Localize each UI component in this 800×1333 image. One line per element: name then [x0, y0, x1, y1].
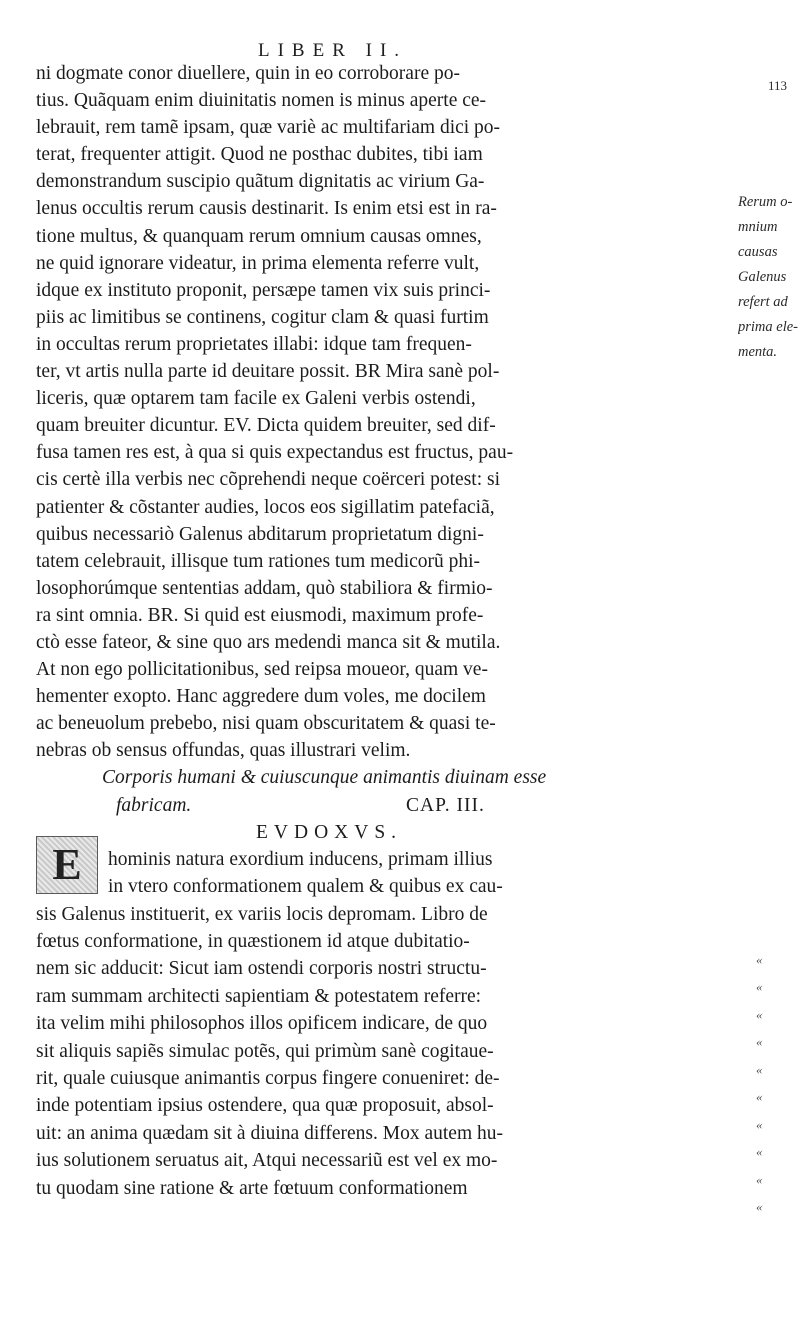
quotation-mark: «: [756, 952, 763, 967]
text-line: At non ego pollicitationibus, sed reipsa moueor, quam ve-: [36, 659, 488, 681]
decorated-initial: E: [36, 836, 98, 894]
marginal-note: [738, 190, 798, 365]
speaker-heading: EVDOXVS.: [256, 821, 403, 843]
quotation-mark: «: [756, 1172, 763, 1187]
text-line: ter, vt artis nulla parte id deuitare possit. BR Mira sanè pol-: [36, 361, 500, 383]
text-line: tius. Quãquam enim diuinitatis nomen is minus aperte ce-: [36, 90, 487, 112]
text-line: patienter & cõstanter audies, locos eos sigillatim patefaciã,: [36, 496, 495, 518]
text-line: ni dogmate conor diuellere, quin in eo corroborare po-: [36, 63, 460, 84]
text-line: in occultas rerum proprietates illabi: idque tam frequen-: [36, 333, 472, 355]
text-line: tatem celebrauit, illisque tum rationes tum medicorũ phi-: [36, 550, 481, 572]
text-line: nebras ob sensus offundas, quas illustrari velim.: [36, 740, 411, 762]
quotation-mark: «: [756, 1199, 763, 1214]
section-line: inde potentiam ipsius ostendere, qua quæ proposuit, absol-: [36, 1095, 494, 1117]
text-line: quam breuiter dicuntur. EV. Dicta quidem breuiter, sed dif-: [36, 415, 496, 437]
chapter-label: CAP. III.: [406, 794, 485, 816]
quotation-mark: «: [756, 1117, 763, 1132]
quotation-mark: «: [756, 1034, 763, 1049]
main-text-column: [36, 60, 736, 1202]
marginal-note-line: menta.: [738, 344, 778, 360]
marginal-note-line: mnium: [738, 219, 778, 235]
text-line: fusa tamen res est, à qua si quis expectandus est fructus, pau-: [36, 442, 514, 464]
marginal-note-line: Galenus: [738, 269, 787, 285]
text-line: lebrauit, rem tamẽ ipsam, quæ variè ac multifariam dici po-: [36, 117, 501, 139]
section-line: ita velim mihi philosophos illos opificem indicare, de quo: [36, 1013, 488, 1035]
text-line: liceris, quæ optarem tam facile ex Galeni verbis ostendi,: [36, 388, 476, 410]
marginal-note-line: causas: [738, 244, 778, 260]
section-line: in vtero conformationem qualem & quibus ex cau-: [108, 876, 503, 898]
chapter-title-continued: fabricam.: [116, 794, 192, 816]
text-line: losophorúmque sententias addam, quò stabiliora & firmio-: [36, 577, 493, 599]
text-line: tione multus, & quanquam rerum omnium causas omnes,: [36, 225, 482, 247]
section-line: rit, quale cuiusque animantis corpus fingere conueniret: de-: [36, 1067, 500, 1089]
text-line: ra sint omnia. BR. Si quid est eiusmodi, maximum profe-: [36, 604, 484, 626]
quotation-mark: «: [756, 979, 763, 994]
section-line: ram summam architecti sapientiam & potestatem referre:: [36, 985, 482, 1007]
text-line: quibus necessariò Galenus abditarum proprietatum digni-: [36, 523, 484, 545]
text-line: idque ex instituto proponit, persæpe tamen vix suis princi-: [36, 279, 491, 301]
text-line: demonstrandum suscipio quãtum dignitatis ac virium Ga-: [36, 171, 485, 193]
page-number: 113: [768, 78, 788, 93]
quotation-mark: «: [756, 1062, 763, 1077]
section-line: fœtus conformatione, in quæstionem id atque dubitatio-: [36, 930, 470, 952]
text-line: lenus occultis rerum causis destinarit. Is enim etsi est in ra-: [36, 198, 497, 220]
section-line: sis Galenus instituerit, ex variis locis depromam. Libro de: [36, 903, 488, 925]
section-line: sit aliquis sapiẽs simulac potẽs, qui primùm sanè cogitaue-: [36, 1040, 494, 1062]
text-line: terat, frequenter attigit. Quod ne posthac dubites, tibi iam: [36, 144, 483, 166]
section-line: tu quodam sine ratione & arte fœtuum conformationem: [36, 1177, 468, 1199]
text-line: ac beneuolum prebebo, nisi quam obscuritatem & quasi te-: [36, 713, 496, 735]
text-line: cis certè illa verbis nec cõprehendi neque coërceri potest: si: [36, 469, 501, 491]
chapter-title: Corporis humani & cuiuscunque animantis diuinam esse: [102, 767, 547, 789]
running-head: LIBER II.: [258, 40, 408, 61]
section-line: ius solutionem seruatus ait, Atqui necessariũ est vel ex mo-: [36, 1150, 498, 1172]
section-line: hominis natura exordium inducens, primam illius: [108, 848, 493, 870]
quotation-mark: «: [756, 1007, 763, 1022]
text-line: piis ac limitibus se continens, cogitur clam & quasi furtim: [36, 306, 489, 328]
text-line: ne quid ignorare videatur, in prima elementa referre vult,: [36, 252, 480, 274]
section-line: uit: an anima quædam sit à diuina differens. Mox autem hu-: [36, 1122, 504, 1144]
text-line: hementer exopto. Hanc aggredere dum voles, me docilem: [36, 686, 486, 708]
section-line: nem sic adducit: Sicut iam ostendi corporis nostri structu-: [36, 958, 487, 980]
text-line: ctò esse fateor, & sine quo ars medendi manca sit & mutila.: [36, 631, 501, 653]
marginal-note-line: Rerum o-: [738, 194, 793, 210]
quotation-mark: «: [756, 1144, 763, 1159]
marginal-note-line: refert ad: [738, 294, 788, 310]
quotation-mark: «: [756, 1089, 763, 1104]
marginal-note-line: prima ele-: [738, 319, 798, 335]
